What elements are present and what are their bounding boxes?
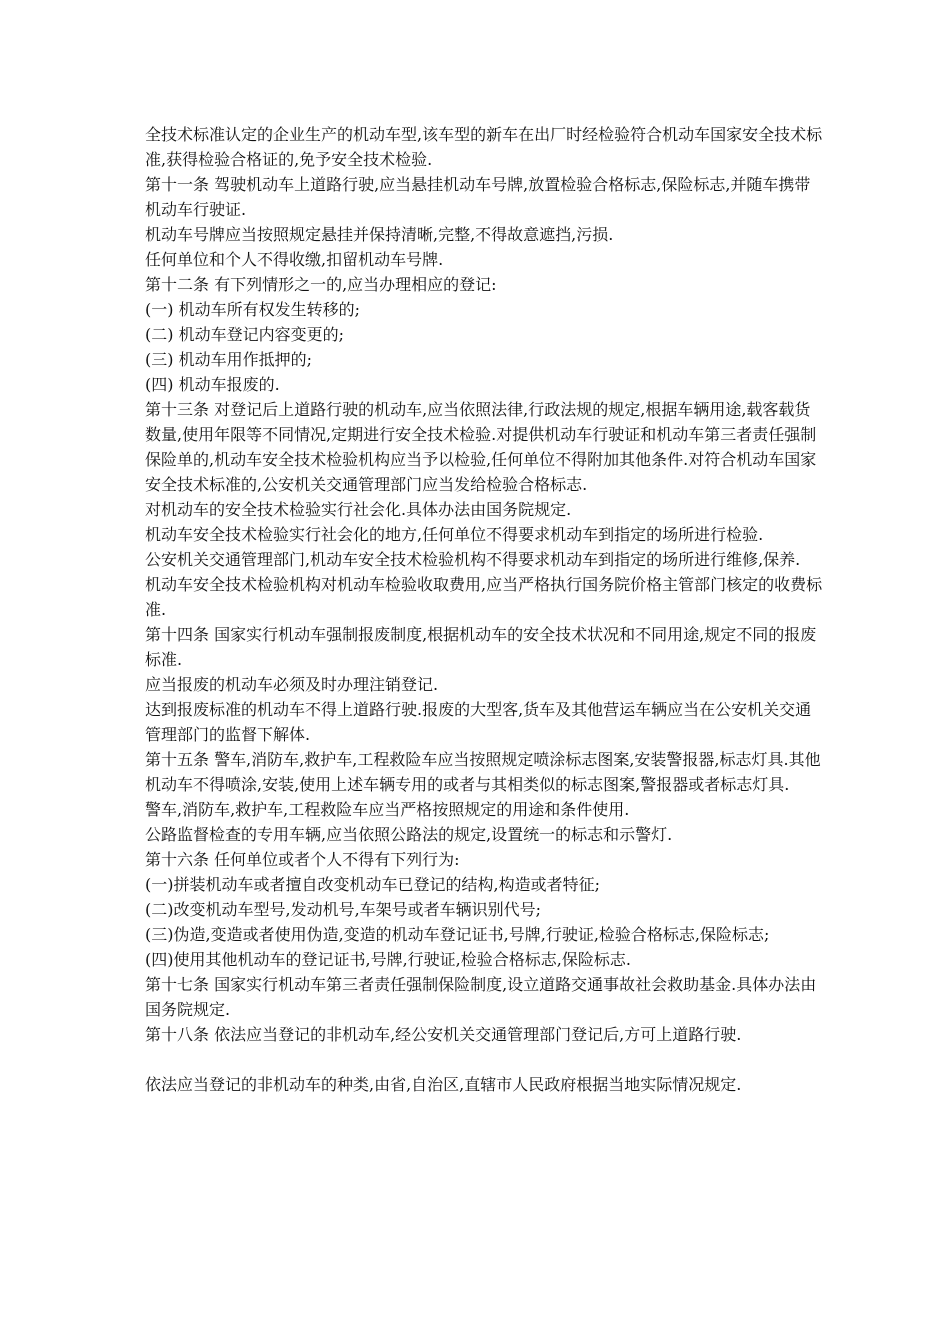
paragraph: 第十一条 驾驶机动车上道路行驶,应当悬挂机动车号牌,放置检验合格标志,保险标志,并随车携带机动车行驶证. — [145, 175, 811, 219]
paragraph: (一) 机动车所有权发生转移的; — [145, 300, 360, 319]
paragraph: 公安机关交通管理部门,机动车安全技术检验机构不得要求机动车到指定的场所进行维修,保养. — [145, 550, 801, 569]
paragraph: 依法应当登记的非机动车的种类,由省,自治区,直辖市人民政府根据当地实际情况规定. — [145, 1075, 742, 1094]
paragraph: 应当报废的机动车必须及时办理注销登记. — [145, 675, 439, 694]
paragraph: 警车,消防车,救护车,工程救险车应当严格按照规定的用途和条件使用. — [145, 800, 630, 819]
paragraph: 任何单位和个人不得收缴,扣留机动车号牌. — [145, 250, 444, 269]
paragraph: 公路监督检查的专用车辆,应当依照公路法的规定,设置统一的标志和示警灯. — [145, 825, 673, 844]
paragraph: 第十七条 国家实行机动车第三者责任强制保险制度,设立道路交通事故社会救助基金.具体办法由国务院规定. — [145, 975, 817, 1019]
paragraph: 第十五条 警车,消防车,救护车,工程救险车应当按照规定喷涂标志图案,安装警报器,标志灯具.其他机动车不得喷涂,安装,使用上述车辆专用的或者与其相类似的标志图案,警报器或者标志灯具. — [145, 750, 821, 794]
paragraph: (一)拼装机动车或者擅自改变机动车已登记的结构,构造或者特征; — [145, 875, 600, 894]
paragraph: 全技术标准认定的企业生产的机动车型,该车型的新车在出厂时经检验符合机动车国家安全技术标准,获得检验合格证的,免予安全技术检验. — [145, 125, 823, 169]
paragraph: (四) 机动车报废的. — [145, 375, 280, 394]
paragraph: (四)使用其他机动车的登记证书,号牌,行驶证,检验合格标志,保险标志. — [145, 950, 631, 969]
paragraph: 机动车安全技术检验机构对机动车检验收取费用,应当严格执行国务院价格主管部门核定的收费标准. — [145, 575, 823, 619]
paragraph: 机动车号牌应当按照规定悬挂并保持清晰,完整,不得故意遮挡,污损. — [145, 225, 614, 244]
paragraph: 第十八条 依法应当登记的非机动车,经公安机关交通管理部门登记后,方可上道路行驶. — [145, 1025, 742, 1044]
paragraph: 第十四条 国家实行机动车强制报废制度,根据机动车的安全技术状况和不同用途,规定不同的报废标准. — [145, 625, 817, 669]
paragraph: 达到报废标准的机动车不得上道路行驶.报废的大型客,货车及其他营运车辆应当在公安机关交通管理部门的监督下解体. — [145, 700, 812, 744]
paragraph: (二)改变机动车型号,发动机号,车架号或者车辆识别代号; — [145, 900, 542, 919]
blank-line — [145, 1047, 825, 1072]
paragraph: 第十六条 任何单位或者个人不得有下列行为: — [145, 850, 460, 869]
document-body — [145, 122, 825, 1097]
paragraph: 对机动车的安全技术检验实行社会化.具体办法由国务院规定. — [145, 500, 572, 519]
paragraph: (三)伪造,变造或者使用伪造,变造的机动车登记证书,号牌,行驶证,检验合格标志,保险标志; — [145, 925, 770, 944]
paragraph: (二) 机动车登记内容变更的; — [145, 325, 344, 344]
paragraph: 第十二条 有下列情形之一的,应当办理相应的登记: — [145, 275, 497, 294]
paragraph: 第十三条 对登记后上道路行驶的机动车,应当依照法律,行政法规的规定,根据车辆用途,载客载货数量,使用年限等不同情况,定期进行安全技术检验.对提供机动车行驶证和机动车第三者责任强制保险单的,机动车安全技术检验机构应当予以检验,任何单位不得附加其他条件.对符合机动车国家安全技术标准的,公安机关交通管理部门应当发给检验合格标志. — [145, 400, 817, 494]
paragraph: (三) 机动车用作抵押的; — [145, 350, 312, 369]
paragraph: 机动车安全技术检验实行社会化的地方,任何单位不得要求机动车到指定的场所进行检验. — [145, 525, 764, 544]
